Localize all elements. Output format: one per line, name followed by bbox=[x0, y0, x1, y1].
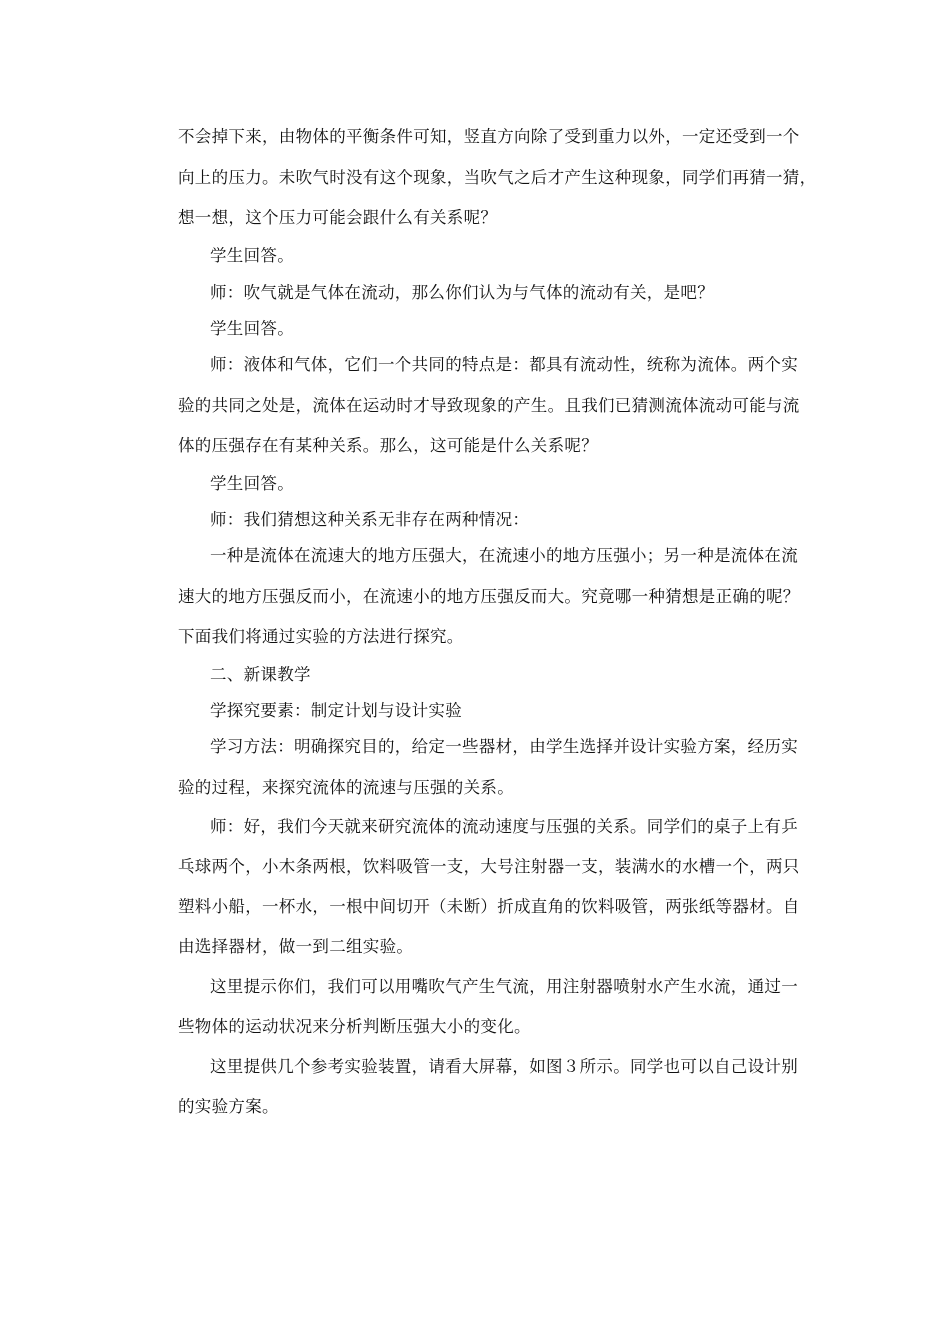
text-line: 学生回答。 bbox=[210, 319, 294, 338]
text-line: 师：吹气就是气体在流动，那么你们认为与气体的流动有关，是吧？ bbox=[210, 283, 714, 302]
text-line: 塑料小船，一杯水，一根中间切开（未断）折成直角的饮料吸管，两张纸等器材。自 bbox=[178, 897, 800, 916]
text-line: 向上的压力。未吹气时没有这个现象，当吹气之后才产生这种现象，同学们再猜一猜， bbox=[178, 168, 817, 187]
text-line: 的实验方案。 bbox=[178, 1097, 279, 1116]
text-line: 体的压强存在有某种关系。那么，这可能是什么关系呢？ bbox=[178, 436, 598, 455]
text-line: 一种是流体在流速大的地方压强大，在流速小的地方压强小；另一种是流体在流 bbox=[210, 546, 798, 565]
text-line: 学生回答。 bbox=[210, 246, 294, 265]
text-line: 学探究要素：制定计划与设计实验 bbox=[210, 701, 462, 720]
text-line: 验的过程，来探究流体的流速与压强的关系。 bbox=[178, 778, 514, 797]
text-line: 乓球两个，小木条两根，饮料吸管一支，大号注射器一支，装满水的水槽一个，两只 bbox=[178, 857, 800, 876]
text-line: 由选择器材，做一到二组实验。 bbox=[178, 937, 414, 956]
text-line: 些物体的运动状况来分析判断压强大小的变化。 bbox=[178, 1017, 531, 1036]
text-line: 师：我们猜想这种关系无非存在两种情况： bbox=[210, 510, 530, 529]
text-line: 下面我们将通过实验的方法进行探究。 bbox=[178, 627, 464, 646]
section-heading: 二、新课教学 bbox=[210, 665, 311, 684]
text-line: 速大的地方压强反而小，在流速小的地方压强反而大。究竟哪一种猜想是正确的呢？ bbox=[178, 587, 800, 606]
text-line: 学习方法：明确探究目的，给定一些器材，由学生选择并设计实验方案，经历实 bbox=[210, 737, 798, 756]
text-line: 师：好，我们今天就来研究流体的流动速度与压强的关系。同学们的桌子上有乒 bbox=[210, 817, 798, 836]
text-line: 这里提供几个参考实验装置，请看大屏幕，如图３所示。同学也可以自己设计别 bbox=[210, 1057, 798, 1076]
text-line: 不会掉下来，由物体的平衡条件可知，竖直方向除了受到重力以外，一定还受到一个 bbox=[178, 127, 800, 146]
text-line: 验的共同之处是，流体在运动时才导致现象的产生。且我们已猜测流体流动可能与流 bbox=[178, 396, 800, 415]
text-line: 师：液体和气体，它们一个共同的特点是：都具有流动性，统称为流体。两个实 bbox=[210, 355, 798, 374]
text-line: 这里提示你们，我们可以用嘴吹气产生气流，用注射器喷射水产生水流，通过一 bbox=[210, 977, 798, 996]
text-line: 学生回答。 bbox=[210, 474, 294, 493]
text-line: 想一想，这个压力可能会跟什么有关系呢？ bbox=[178, 208, 498, 227]
